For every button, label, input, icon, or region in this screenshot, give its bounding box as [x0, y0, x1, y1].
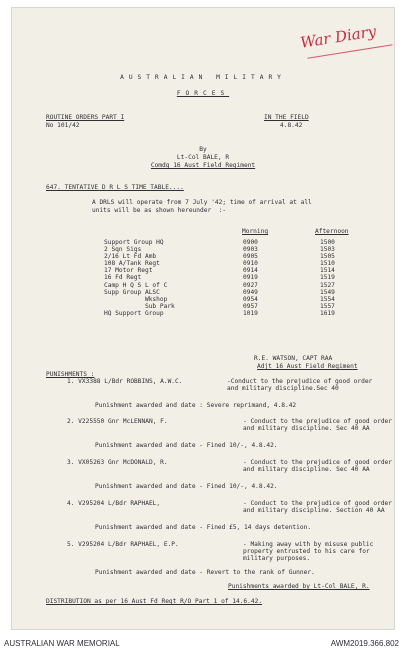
signature-name: R.E. WATSON, CAPT RAA [254, 355, 333, 362]
location-label: IN THE FIELD [264, 114, 309, 121]
distribution-line: DISTRIBUTION as per 16 Aust Fd Regt R/O Part 1 of 14.6.42. [46, 598, 263, 605]
order-date: 4.8.42 [280, 122, 303, 129]
archive-reference: AWM2019.366.802 [330, 639, 399, 648]
archive-footer [0, 637, 403, 653]
column-afternoon: Afternoon [315, 228, 349, 235]
punishments-awarded-by: Punishments awarded by Lt-Col BALE, R. [228, 583, 370, 590]
document-page: War Diary AUSTRALIAN MILITARY FORCES ROUTINE ORDERS PART I No 101/42 IN THE FIELD 4.8.42 By Lt-Col BALE, R Comdg 16 Aust Field Regiment 647. TENTATIVE D R L S TIME TABLE.... A DRLS will operate from 7 July '42; time of arrival at all units will be as shown hereunder :- Morning Afternoon Support Group HQ 0900 1500 2 Sqn Sigs 0903 1503 2/16 Lt Fd Amb 0905 1505 108 A/Tank Regt 0910 1510 17 Motor Regt 0914 1514 16 Fd Regt 0919 1519 Camp H Q S L of C 0927 1527 Supp Group ALSC 0949 1549 Wkshop 0954 1554 Sub Park 0957 1557 HQ Support Group 1019 1619 R.E. WATSON, CAPT RAA Adjt 16 Aust Field Regiment PUNISHMENTS : 1. VX3388 L/Bdr ROBBINS, A.W.C. -Conduct to the prejudice of good order and military discipline.Sec 40 Punishment awarded and date : Severe reprimand, 4.8.42 2. V225550 Gnr McLENNAN, F. - Conduct to the prejudice of good order and military discipline. Sec 40 AA Punishment awarded and date - Fined 10/-, 4.8.42. 3. VX05263 Gnr McDONALD, R. - Conduct to the prejudice of good order and military discipline. Sec 40 AA Punishment awarded and date - Fined 10/-, 4.8.42. 4. V295204 L/Bdr RAPHAEL, - Conduct to the prejudice of good order and military discipline. Section 40 AA Punishment awarded and date - Fined £5, 14 days detention. 5. V295204 L/Bdr RAPHAEL, E.P. - Making away with by misuse public property entrusted to his care for military purposes. Punishment awarded and date - Revert to the rank of Gunner. Punishments awarded by Lt-Col BALE, R. DISTRIBUTION as per 16 Aust Fd Regt R/O Part 1 of 14.6.42. [12, 8, 394, 629]
header-title-2: FORCES [176, 90, 230, 97]
column-morning: Morning [242, 228, 269, 235]
by-label: By [199, 146, 207, 153]
routine-orders-number: No 101/42 [46, 122, 80, 129]
section-intro-line-1: A DRLS will operate from 7 July '42; time of arrival at all [92, 199, 312, 206]
commander-role: Comdg 16 Aust Field Regiment [150, 162, 256, 169]
archive-name: AUSTRALIAN WAR MEMORIAL [4, 639, 120, 648]
punishments-heading: PUNISHMENTS : [46, 371, 95, 378]
section-heading: 647. TENTATIVE D R L S TIME TABLE.... [46, 184, 184, 191]
section-intro-line-2: units will be as shown hereunder :- [92, 207, 227, 214]
commander-name: Lt-Col BALE, R [176, 154, 230, 161]
signature-role: Adjt 16 Aust Field Regiment [257, 363, 358, 370]
handwritten-note: War Diary [298, 22, 377, 52]
routine-orders-label: ROUTINE ORDERS PART I [46, 114, 125, 121]
header-title-1: AUSTRALIAN MILITARY [120, 74, 286, 81]
